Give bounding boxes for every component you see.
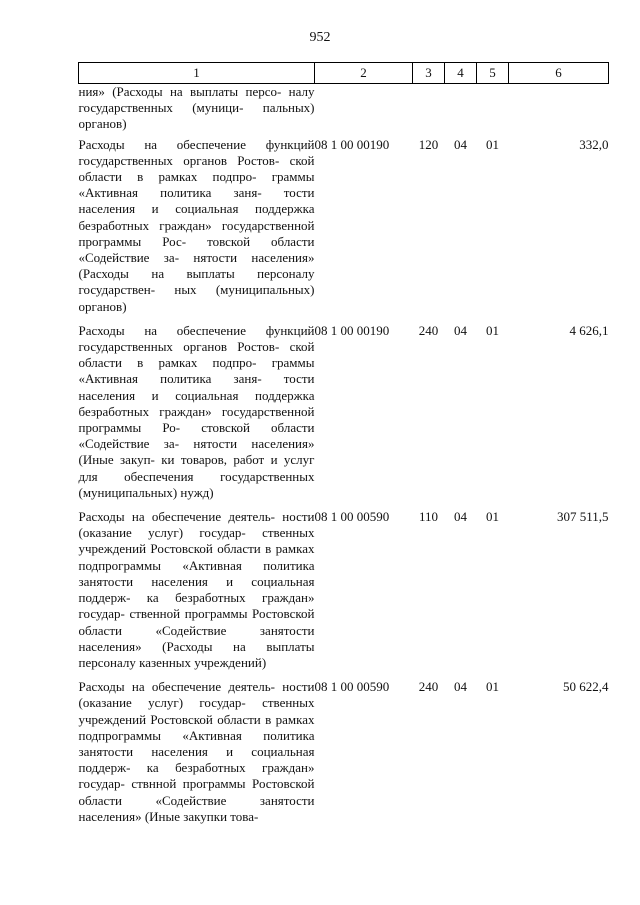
row-expense-type: 120 (418, 136, 439, 152)
row-description (79, 679, 315, 833)
row-expense-type: 240 (418, 322, 439, 338)
description-line: Расходы на обеспечение деятель- (78, 679, 275, 695)
description-line: (муниципальных) нужд) (78, 484, 214, 500)
row-amount: 332,0 (579, 136, 609, 152)
col-header-amount: 6 (509, 63, 609, 84)
description-line: выплаты персоналу государствен- (78, 266, 315, 298)
table-row (79, 509, 609, 679)
description-line: Расходы на обеспечение функций (78, 322, 315, 338)
description-line: поддержка безработных граждан» (78, 387, 315, 419)
description-line: государственных органов Ростов- (78, 339, 280, 355)
row-amount (509, 84, 609, 137)
description-line: ской области в рамках подпро- (78, 152, 315, 185)
table-row (79, 84, 609, 137)
description-line: ка безработных граждан» государ- (78, 760, 315, 792)
description-line: «Активная политика занятости (78, 727, 315, 759)
table-row (79, 323, 609, 509)
col-header-expense-type: 3 (413, 63, 445, 84)
row-code: 08 1 00 00590 (314, 679, 390, 695)
row-subsection: 01 (486, 322, 499, 338)
row-amount: 4 626,1 (569, 322, 609, 338)
description-line: ности (оказание услуг) государ- (78, 679, 315, 711)
row-code (315, 84, 413, 137)
description-line: тости населения и социальная (78, 185, 315, 217)
description-line: ственной программы Ростовской (129, 606, 315, 622)
row-subsection (477, 84, 509, 137)
description-line: персоналу казенных учреждений) (78, 654, 267, 670)
header-row (79, 63, 609, 84)
description-line: населения и социальная поддерж- (78, 573, 315, 606)
description-line: нятости населения» (Расходы на (78, 250, 315, 282)
row-code: 08 1 00 00590 (314, 509, 390, 525)
description-line: стовской области «Содействие за- (78, 420, 315, 452)
table-row (79, 679, 609, 833)
description-line: населения» (Иные закупки това- (78, 808, 259, 824)
description-line: обеспечения государственных (124, 468, 315, 484)
row-section: 04 (454, 136, 467, 152)
budget-table (78, 62, 609, 833)
description-line: населения и социальная поддерж- (78, 743, 315, 776)
description-line: пальных) органов) (78, 100, 315, 132)
row-section: 04 (454, 509, 467, 525)
row-section: 04 (454, 679, 467, 695)
description-line: области в рамках подпрограммы (78, 711, 315, 743)
description-line: Расходы на обеспечение функций (78, 136, 315, 152)
description-line: ственных учреждений Ростовской (78, 525, 315, 557)
description-line: граммы «Активная политика заня- (78, 355, 315, 387)
description-line: ской области в рамках подпро- (78, 339, 315, 371)
description-line: ки товаров, работ и услуг для (78, 452, 315, 484)
description-line: государственной программы Рос- (78, 217, 315, 249)
description-line: нятости населения» (Иные закуп- (78, 436, 315, 468)
description-line: государственных органов Ростов- (78, 152, 280, 168)
description-line: государственной программы Ро- (78, 403, 315, 436)
row-expense-type: 240 (418, 679, 439, 695)
description-line: ствнной программы Ростовской (131, 776, 315, 792)
col-header-subsection: 5 (477, 63, 509, 84)
col-header-description: 1 (79, 63, 315, 84)
row-description (79, 137, 315, 323)
row-code: 08 1 00 00190 (314, 136, 390, 152)
description-line: населения» (Расходы на выплаты (78, 638, 315, 654)
description-line: области «Содействие занятости (78, 622, 315, 638)
row-description (79, 509, 315, 679)
description-line: товской области «Содействие за- (78, 233, 315, 266)
description-line: граммы «Активная политика заня- (78, 169, 315, 201)
description-line: ния» (Расходы на выплаты персо- (78, 84, 282, 99)
row-subsection: 01 (486, 679, 499, 695)
row-code: 08 1 00 00190 (314, 322, 390, 338)
description-line: «Активная политика занятости (78, 557, 315, 589)
description-line: ных (муниципальных) органов) (78, 282, 315, 314)
table-row (79, 137, 609, 323)
row-expense-type (413, 84, 445, 137)
row-amount: 50 622,4 (563, 679, 609, 695)
description-line: налу государственных (муници- (78, 84, 315, 116)
description-line: поддержка безработных граждан» (78, 201, 315, 233)
row-description (79, 84, 315, 137)
col-header-code: 2 (315, 63, 413, 84)
row-expense-type: 110 (418, 509, 439, 525)
row-section (445, 84, 477, 137)
page-number: 952 (309, 30, 331, 45)
col-header-section: 4 (445, 63, 477, 84)
row-subsection: 01 (486, 509, 499, 525)
description-line: Расходы на обеспечение деятель- (78, 509, 275, 525)
description-line: ка безработных граждан» государ- (78, 590, 315, 622)
description-line: области «Содействие занятости (78, 792, 315, 808)
description-line: ственных учреждений Ростовской (78, 695, 315, 727)
description-line: тости населения и социальная (78, 371, 315, 403)
row-subsection: 01 (486, 136, 499, 152)
row-section: 04 (454, 322, 467, 338)
row-amount: 307 511,5 (556, 509, 609, 525)
description-line: области в рамках подпрограммы (78, 541, 315, 573)
description-line: ности (оказание услуг) государ- (78, 509, 315, 541)
row-description (79, 323, 315, 509)
